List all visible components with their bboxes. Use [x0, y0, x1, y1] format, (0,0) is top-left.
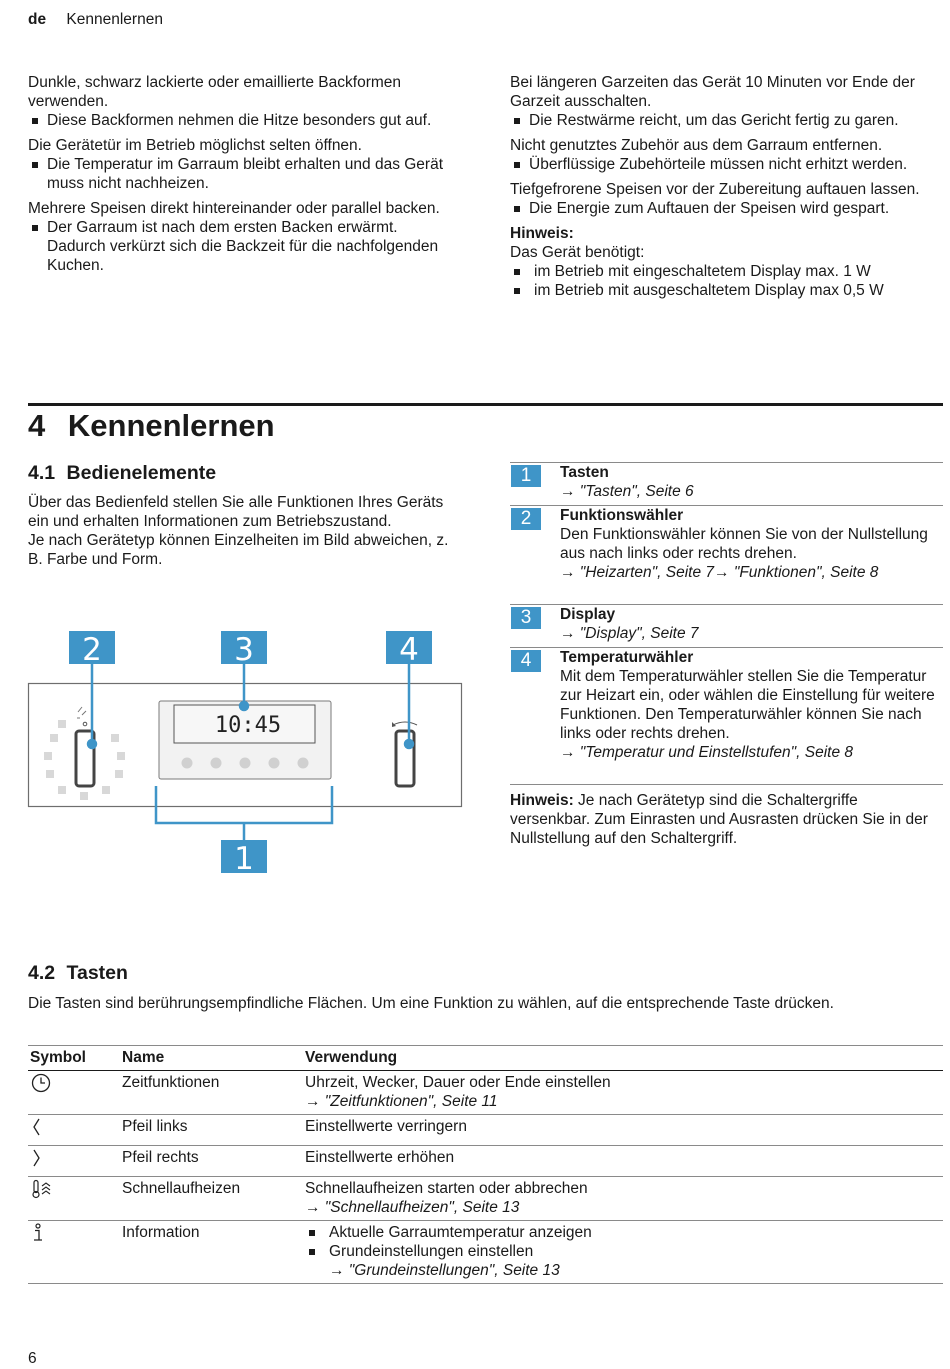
control-panel-figure: [0, 620, 480, 890]
section-number: 4.1: [28, 462, 56, 484]
table-row: [28, 1221, 943, 1284]
section-title: Tasten: [66, 962, 128, 984]
usage-text: Uhrzeit, Wecker, Dauer oder Ende einstellen: [305, 1074, 611, 1091]
table-row: [28, 1146, 943, 1177]
symbol-cell: [28, 1146, 120, 1177]
header-section: Kennenlernen: [66, 11, 163, 28]
section-41-text: [28, 493, 458, 569]
key-name: Schnellaufheizen: [120, 1177, 303, 1221]
legend-item: [510, 506, 943, 605]
info-icon: [30, 1223, 46, 1243]
cross-reference[interactable]: → "Temperatur und Einstellstufen", Seite 8: [560, 744, 854, 761]
section-title: Bedienelemente: [66, 462, 217, 484]
cross-reference[interactable]: → "Heizarten", Seite 7→ "Funktionen", Seite 8: [560, 564, 879, 581]
keys-table: [28, 1045, 943, 1284]
legend-title: Tasten: [560, 464, 609, 481]
paragraph: Das Gerät benötigt:: [510, 244, 645, 261]
column-header: Symbol: [28, 1046, 120, 1071]
bullet-item: im Betrieb mit ausgeschaltetem Display max 0,5 W: [510, 281, 935, 300]
bullet-item: im Betrieb mit eingeschaltetem Display max. 1 W: [510, 262, 935, 281]
language-code: de: [28, 11, 47, 28]
callout-badge: 4: [399, 632, 419, 668]
chapter-rule: [28, 403, 943, 406]
bullet-item: Die Energie zum Auftauen der Speisen wird gespart.: [510, 199, 935, 218]
cross-reference[interactable]: → "Display", Seite 7: [560, 625, 699, 642]
legend-title: Temperaturwähler: [560, 649, 694, 666]
cross-reference[interactable]: → "Grundeinstellungen", Seite 13: [329, 1262, 560, 1279]
table-row: [28, 1177, 943, 1221]
chapter-title: Kennenlernen: [67, 408, 275, 443]
legend-title: Display: [560, 606, 616, 623]
usage-text: Schnellaufheizen starten oder abbrechen: [305, 1180, 588, 1197]
callout-badge: 1: [234, 841, 254, 877]
section-42-heading: [28, 961, 128, 985]
bullet-item: Die Restwärme reicht, um das Gericht fertig zu garen.: [510, 111, 935, 130]
usage-cell: [303, 1177, 943, 1221]
usage-text: Einstellwerte verringern: [303, 1115, 943, 1146]
legend-badge: 3: [511, 607, 541, 629]
paragraph: Bei längeren Garzeiten das Gerät 10 Minuten vor Ende der Garzeit ausschalten.: [510, 74, 915, 110]
handle-note: [510, 791, 938, 848]
legend-badge: 2: [511, 508, 541, 530]
paragraph: Dunkle, schwarz lackierte oder emaillierte Backformen verwenden.: [28, 74, 402, 110]
paragraph: Mehrere Speisen direkt hintereinander oder parallel backen.: [28, 200, 440, 217]
display-area: [159, 701, 331, 779]
usage-cell: [303, 1071, 943, 1115]
right-text-column: [510, 73, 935, 300]
section-42-intro: Die Tasten sind berührungsempfindliche Flächen. Um eine Funktion zu wählen, auf die entsprechende Taste drücken.: [28, 995, 834, 1012]
usage-cell: [303, 1221, 943, 1284]
arrow-right-icon: [30, 1148, 44, 1168]
legend-badge: 4: [511, 650, 541, 672]
legend-item: [510, 463, 943, 506]
rapid-heat-icon: [30, 1179, 54, 1199]
bullet-item: Die Temperatur im Garraum bleibt erhalten und das Gerät muss nicht nachheizen.: [28, 155, 456, 193]
intro-paragraph: Über das Bedienfeld stellen Sie alle Funktionen Ihres Geräts ein und erhalten Informationen zum Betriebszustand.: [28, 494, 444, 530]
symbol-cell: [28, 1071, 120, 1115]
note-label: Hinweis:: [510, 225, 574, 242]
key-name: Pfeil links: [120, 1115, 303, 1146]
left-text-column: [28, 73, 456, 275]
cross-reference[interactable]: → "Zeitfunktionen", Seite 11: [305, 1093, 498, 1110]
legend-badge: 1: [511, 465, 541, 487]
column-header: Name: [120, 1046, 303, 1071]
callout-badge: 3: [234, 632, 254, 668]
table-row: [28, 1071, 943, 1115]
arrow-left-icon: [30, 1117, 44, 1137]
key-name: Information: [120, 1221, 303, 1284]
symbol-cell: [28, 1115, 120, 1146]
cross-reference[interactable]: → "Schnellaufheizen", Seite 13: [305, 1199, 520, 1216]
paragraph: Nicht genutztes Zubehör aus dem Garraum entfernen.: [510, 137, 883, 154]
bullet-item: Überflüssige Zubehörteile müssen nicht erhitzt werden.: [510, 155, 935, 174]
table-row: [28, 1115, 943, 1146]
usage-text: Einstellwerte erhöhen: [303, 1146, 943, 1177]
legend-item: [510, 648, 943, 785]
legend-body: Den Funktionswähler können Sie von der Nullstellung aus nach links oder rechts drehen.: [560, 526, 928, 562]
column-header: Verwendung: [303, 1046, 943, 1071]
chapter-heading: [28, 408, 275, 444]
note-label: Hinweis:: [510, 792, 574, 809]
legend-title: Funktionswähler: [560, 507, 684, 524]
callout-badge: 2: [82, 632, 102, 668]
legend-item: [510, 605, 943, 648]
paragraph: Die Gerätetür im Betrieb möglichst selten öffnen.: [28, 137, 362, 154]
key-name: Zeitfunktionen: [120, 1071, 303, 1115]
page-number: 6: [28, 1350, 37, 1367]
usage-bullet: Aktuelle Garraumtemperatur anzeigen: [305, 1223, 941, 1242]
note-text: Je nach Gerätetyp sind die Schaltergriffe versenkbar. Zum Einrasten und Ausrasten drücken Sie in der Nullstellung auf den Schaltergriff.: [510, 792, 928, 847]
section-number: 4.2: [28, 962, 56, 984]
key-name: Pfeil rechts: [120, 1146, 303, 1177]
symbol-cell: [28, 1221, 120, 1284]
symbol-cell: [28, 1177, 120, 1221]
legend-body: Mit dem Temperaturwähler stellen Sie die Temperatur zur Heizart ein, oder wählen die Einstellung für weitere Funktionen. Den Temperaturwähler können Sie nach links oder rechts drehen.: [560, 668, 935, 742]
page-header: [28, 10, 163, 29]
bullet-item: Diese Backformen nehmen die Hitze besonders gut auf.: [28, 111, 456, 130]
display-time: 10:45: [214, 713, 282, 738]
cross-reference[interactable]: → "Tasten", Seite 6: [560, 483, 694, 500]
bullet-item: Der Garraum ist nach dem ersten Backen erwärmt. Dadurch verkürzt sich die Backzeit für die nachfolgenden Kuchen.: [28, 218, 456, 275]
clock-icon: [30, 1073, 52, 1093]
usage-bullet: Grundeinstellungen einstellen: [305, 1242, 941, 1261]
chapter-number: 4: [28, 408, 46, 443]
paragraph: Tiefgefrorene Speisen vor der Zubereitung auftauen lassen.: [510, 181, 920, 198]
variation-paragraph: Je nach Gerätetyp können Einzelheiten im Bild abweichen, z. B. Farbe und Form.: [28, 532, 449, 568]
section-41-heading: [28, 461, 216, 485]
